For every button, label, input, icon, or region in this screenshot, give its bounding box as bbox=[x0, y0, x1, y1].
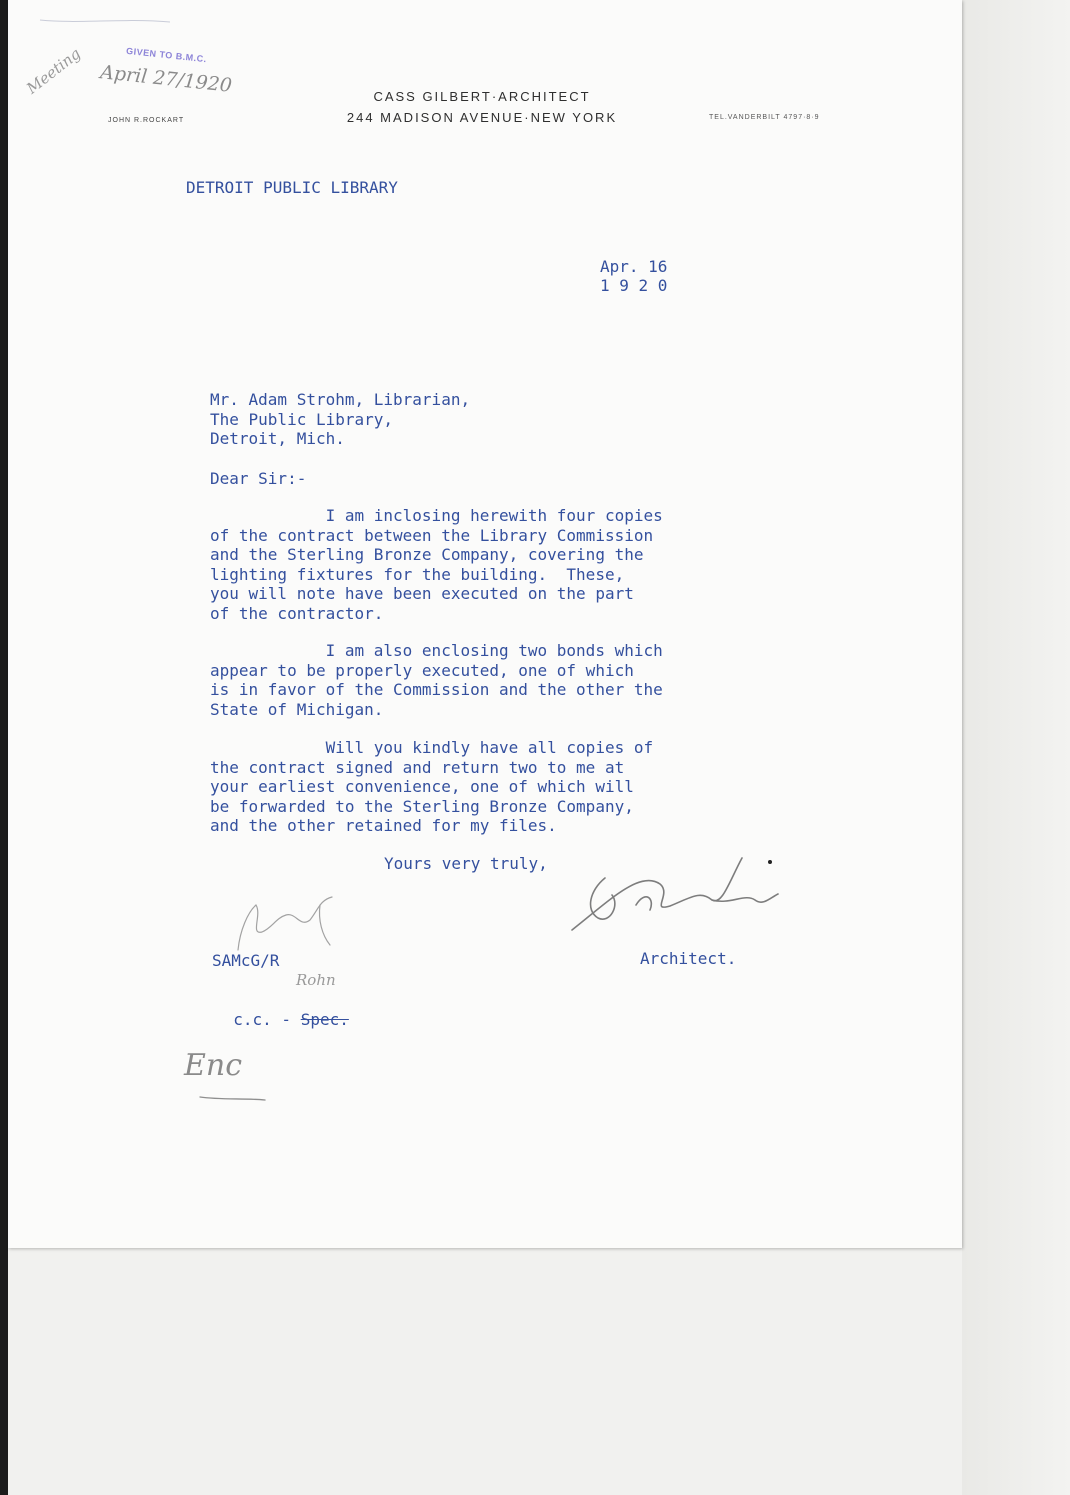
handwritten-meeting-note: Meeting bbox=[23, 44, 85, 98]
received-stamp: GIVEN TO B.M.C. bbox=[125, 45, 208, 65]
handwritten-date: April 27/1920 bbox=[99, 61, 233, 97]
letterhead-name: CASS GILBERT·ARCHITECT bbox=[373, 89, 591, 104]
cc-struck-recipient: Spec. bbox=[300, 1009, 349, 1029]
scan-left-edge bbox=[0, 0, 8, 1495]
handwritten-enclosure-note: Enc bbox=[184, 1048, 243, 1083]
addressee-line-2: The Public Library, bbox=[210, 410, 394, 429]
salutation: Dear Sir:- bbox=[210, 469, 307, 488]
letter-year: 1 9 2 0 bbox=[600, 276, 668, 295]
closing: Yours very truly, bbox=[384, 854, 548, 873]
letterhead-telephone: TEL.VANDERBILT 4797·8·9 bbox=[709, 114, 820, 121]
typist-initials: SAMcG/R bbox=[212, 951, 280, 970]
handwritten-cc-name: Rohn bbox=[296, 971, 336, 989]
body-paragraph-2: I am also enclosing two bonds which appear to be properly executed, one of which is in favor of the Commission and the other the State of Michigan. bbox=[210, 641, 663, 719]
cc-prefix: c.c. - bbox=[233, 1009, 292, 1029]
body-paragraph-3: Will you kindly have all copies of the contract signed and return two to me at your earliest convenience, one of which will be forwarded to the Sterling Bronze Company, and the other retained for my files. bbox=[210, 738, 654, 835]
scan-background bbox=[962, 0, 1070, 1495]
document-heading: DETROIT PUBLIC LIBRARY bbox=[186, 178, 398, 197]
carbon-copy-line bbox=[214, 990, 349, 1029]
letter-page bbox=[8, 0, 962, 1248]
addressee-line-3: Detroit, Mich. bbox=[210, 429, 345, 448]
addressee-line-1: Mr. Adam Strohm, Librarian, bbox=[210, 390, 471, 409]
body-paragraph-1: I am inclosing herewith four copies of the contract between the Library Commission and the Sterling Bronze Company, covering the lighting fixtures for the building. These, you will note have been executed on the part of the contractor. bbox=[210, 506, 663, 623]
signature-title: Architect. bbox=[640, 949, 737, 968]
letterhead-address: 244 MADISON AVENUE·NEW YORK bbox=[346, 110, 618, 125]
letterhead-associate: JOHN R.ROCKART bbox=[108, 117, 185, 124]
letter-date: Apr. 16 bbox=[600, 257, 668, 276]
